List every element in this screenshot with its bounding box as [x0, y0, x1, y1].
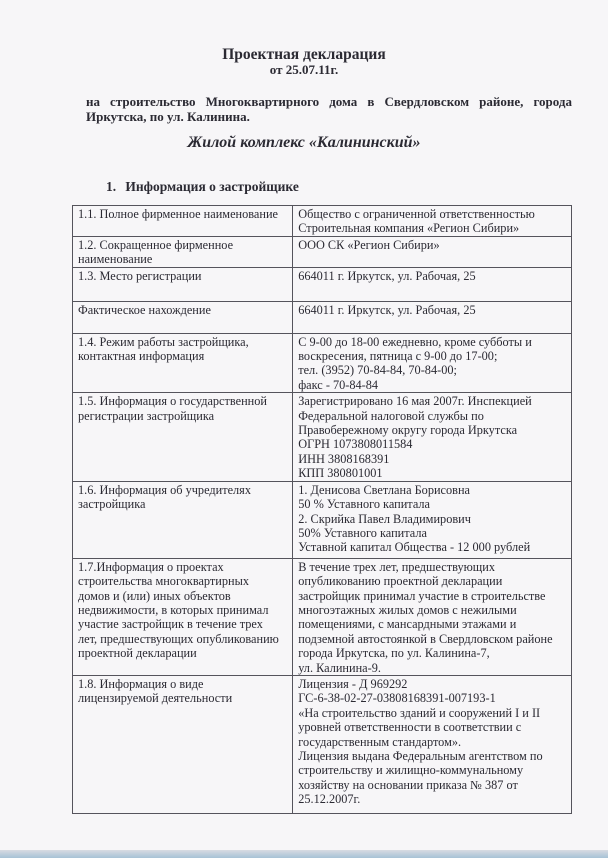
row-value-line: 25.12.2007г. — [298, 792, 361, 807]
row-value-line: В течение трех лет, предшествующих — [298, 559, 495, 574]
section-title: Информация о застройщике — [125, 179, 299, 194]
row-value-line: помещениями, с мансардными этажами и — [298, 617, 517, 632]
row-label-cell — [73, 267, 293, 301]
row-value-line: 2. Скрийка Павел Владимирович — [298, 511, 471, 526]
row-label-line: застройщика — [78, 497, 146, 512]
table-row — [73, 675, 572, 813]
row-value-cell — [293, 333, 572, 393]
section-number: 1. — [106, 179, 117, 194]
row-label-line: Фактическое нахождение — [78, 302, 211, 317]
table-row — [73, 206, 572, 237]
row-label-line: 1.1. Полное фирменное наименование — [78, 207, 278, 221]
table-row — [73, 267, 572, 301]
row-value-cell — [293, 481, 572, 558]
document-date: от 25.07.11г. — [269, 62, 339, 77]
row-value-line: застройщик принимал участие в строительстве — [298, 588, 546, 603]
row-value-line: 50% Уставного капитала — [298, 525, 427, 540]
section-heading — [106, 179, 299, 195]
row-value-line: уровней ответственности в соответствии с — [298, 720, 522, 735]
row-value-line: многоэтажных жилых домов с нежилыми — [298, 602, 517, 617]
row-value-cell — [293, 558, 572, 675]
intro-line-2: Иркутска, по ул. Калинина. — [86, 109, 250, 124]
table-row — [73, 236, 572, 267]
row-value-cell — [293, 675, 572, 813]
row-value-line: государственным стандартом». — [298, 734, 462, 749]
row-value-line: Федеральной налоговой службы по — [298, 408, 484, 423]
row-value-cell — [293, 267, 572, 301]
row-value-line: ул. Калинина-9. — [298, 660, 381, 675]
developer-info-table — [72, 205, 572, 814]
row-label-line: контактная информация — [78, 349, 205, 364]
row-label-line: лицензируемой деятельности — [78, 691, 233, 706]
row-value-line: ООО СК «Регион Сибири» — [298, 237, 440, 252]
row-value-cell — [293, 301, 572, 333]
document-intro — [86, 94, 572, 124]
table-row — [73, 558, 572, 675]
row-value-line: Правобережному округу города Иркутска — [298, 423, 518, 438]
row-value-line: воскресения, пятница с 9-00 до 17-00; — [298, 349, 498, 364]
row-label-cell — [73, 675, 293, 813]
row-value-line: С 9-00 до 18-00 ежедневно, кроме субботы и — [298, 334, 532, 349]
row-value-line: Уставной капитал Общества - 12 000 рублей — [298, 540, 531, 555]
row-value-line: Общество с ограниченной ответственностью — [298, 207, 535, 221]
row-value-line: КПП 380801001 — [298, 466, 383, 481]
row-label-cell — [73, 393, 293, 481]
intro-line-1: на строительство Многоквартирного дома в Свердловском районе, города — [86, 94, 572, 109]
row-value-line: 1. Денисова Светлана Борисовна — [298, 482, 470, 497]
row-value-line: города Иркутска, по ул. Калинина-7, — [298, 646, 490, 661]
row-label-cell — [73, 558, 293, 675]
scan-edge — [0, 850, 608, 858]
row-value-line: Строительная компания «Регион Сибири» — [298, 221, 520, 236]
row-label-cell — [73, 206, 293, 237]
row-label-line: участие застройщик в течение трех — [78, 617, 263, 632]
row-label-cell — [73, 333, 293, 393]
row-value-line: ОГРН 1073808011584 — [298, 437, 413, 452]
table-row — [73, 301, 572, 333]
row-label-line: домов и (или) иных объектов — [78, 588, 231, 603]
row-value-line: 664011 г. Иркутск, ул. Рабочая, 25 — [298, 302, 476, 317]
row-value-line: Зарегистрировано 16 мая 2007г. Инспекцией — [298, 394, 532, 409]
row-value-line: хозяйству на основании приказа № 387 от — [298, 777, 518, 792]
row-value-line: подземной автостоянкой в Свердловском районе — [298, 631, 553, 646]
row-value-cell — [293, 206, 572, 237]
table-row — [73, 333, 572, 393]
row-label-line: 1.7.Информация о проектах — [78, 559, 224, 574]
row-value-line: опубликованию проектной декларации — [298, 574, 503, 589]
row-value-cell — [293, 236, 572, 267]
row-value-line: тел. (3952) 70-84-84, 70-84-00; — [298, 363, 457, 378]
row-value-line: факс - 70-84-84 — [298, 377, 379, 392]
row-value-line: «На строительство зданий и сооружений I и II — [298, 705, 541, 720]
row-label-line: проектной декларации — [78, 646, 197, 661]
row-value-line: Лицензия - Д 969292 — [298, 676, 408, 691]
row-value-line: строительству и жилищно-коммунальному — [298, 763, 524, 778]
table-row — [73, 481, 572, 558]
row-label-cell — [73, 481, 293, 558]
row-label-line: 1.4. Режим работы застройщика, — [78, 334, 249, 349]
row-label-line: лет, предшествующих опубликованию — [78, 631, 279, 646]
row-value-line: 50 % Уставного капитала — [298, 497, 430, 512]
complex-name: Жилой комплекс «Калининский» — [187, 134, 421, 151]
row-label-line: 1.3. Место регистрации — [78, 268, 202, 283]
row-label-line: 1.6. Информация об учредителях — [78, 482, 251, 497]
row-value-line: ИНН 3808168391 — [298, 451, 390, 466]
row-value-line: 664011 г. Иркутск, ул. Рабочая, 25 — [298, 268, 476, 283]
row-label-line: 1.8. Информация о виде — [78, 676, 204, 691]
row-label-line: 1.2. Сокращенное фирменное — [78, 237, 234, 252]
document-title: Проектная декларация — [222, 46, 386, 63]
row-label-cell — [73, 236, 293, 267]
row-label-cell — [73, 301, 293, 333]
row-value-line: Лицензия выдана Федеральным агентством по — [298, 748, 543, 763]
row-label-line: наименование — [78, 252, 153, 267]
row-value-cell — [293, 393, 572, 481]
row-label-line: недвижимости, в которых принимал — [78, 602, 269, 617]
row-label-line: регистрации застройщика — [78, 408, 215, 423]
table-row — [73, 393, 572, 481]
row-value-line: ГС-6-38-02-27-03808168391-007193-1 — [298, 691, 496, 706]
row-label-line: 1.5. Информация о государственной — [78, 394, 267, 409]
row-label-line: строительства многоквартирных — [78, 574, 249, 589]
